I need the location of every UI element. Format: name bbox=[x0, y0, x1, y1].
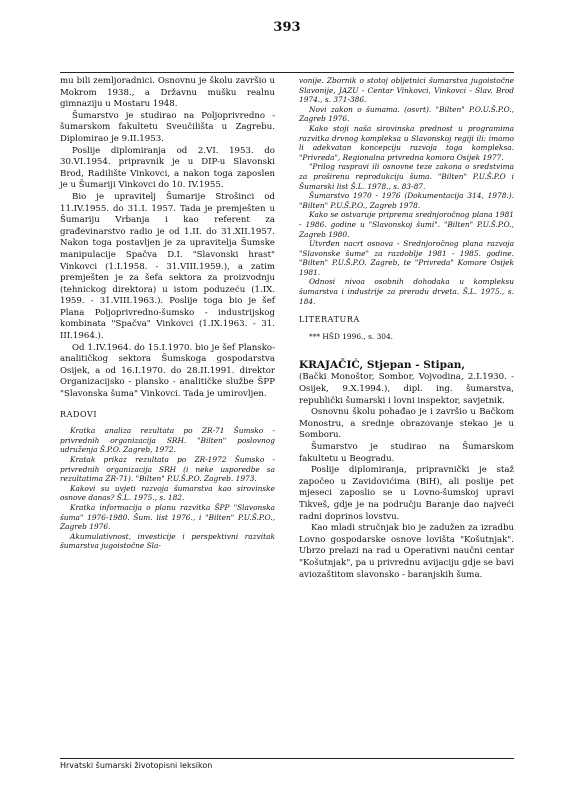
work-item: Kratka informacija o planu razvitka ŠPP "Slavonska šuma" 1976-1980. Šum. list 1976., i "Bilten" P.U.Š.P.O., Zagreb 1976. bbox=[60, 502, 275, 532]
paragraph: Šumarstvo je studirao na Poljoprivredno - šumarskom fakultetu Sveučilišta u Zagrebu. Diplomirao je 9.II.1953. bbox=[60, 110, 275, 144]
page-number: 393 bbox=[273, 20, 301, 35]
work-item: Odnosi nivoa osobnih dohodaka u kompleksu šumarstva i industrije za preradu drveta. Š.L. 1975., s. 184. bbox=[299, 277, 514, 306]
work-item: Kakovi su uvjeti razvoja šumarstva kao sirovinske osnove danas? Š.L. 1975., s. 182. bbox=[60, 483, 275, 503]
literature-item: *** HŠD 1996., s. 304. bbox=[309, 331, 394, 341]
header-rule bbox=[60, 72, 514, 73]
work-item: "Prilog raspravi ili osnovne teze zakona o sredstvima za proširenu reprodukciju šuma. "Bilten" P.U.Š.P.O i Šumarski list Š.L. 1978., s. 83-87. bbox=[299, 162, 514, 191]
work-item: Kratka analiza rezultata po ZR-71 Šumsko - privrednih organizacija SRH. "Bilten" poslovnog udruženja Š.P.O. Zagreb, 1972. bbox=[60, 426, 275, 455]
work-item: Kako se ostvaruje priprema srednjoročnog plana 1981 - 1986. godine u "Slavonskoj šumi". "Bilten" P.U.Š.P.O., Zagreb 1980. bbox=[299, 210, 514, 239]
paragraph: Poslije diplomiranja od 2.VI. 1953. do 30.VI.1954. pripravnik je u DIP-u Slavonski Brod, Radilište Vinkovci, a nakon toga zaposlen je u Šumariji Vinkovci do 10. IV.1955. bbox=[60, 145, 275, 191]
literature-heading: LITERATURA bbox=[299, 315, 360, 325]
left-column bbox=[60, 76, 275, 551]
entry-intro: (Bački Monoštor, Sombor, Vojvodina, 2.I.1930. - Osijek, 9.X.1994.), dipl. ing. šumarstva, republički šumarski i lovni inspektor, savjetnik. bbox=[299, 372, 514, 406]
footer: Hrvatski šumarski životopisni leksikon bbox=[60, 758, 514, 770]
paragraph: mu bili zemljoradnici. Osnovnu je školu završio u Mokrom 1938., a Državnu mušku realnu gimnaziju u Mostaru 1948. bbox=[60, 76, 275, 110]
paragraph: Šumarstvo je studirao na Šumarskom fakultetu u Beogradu. bbox=[299, 442, 514, 464]
paragraph: Kao mladi stručnjak bio je zadužen za izradbu Lovno gospodarske osnove lovišta "Košutnjak". Ubrzo prelazi na rad u Operativni naučni centar "Košutnjak", pa u privrednu avijaciju gdje se bavi aviozaštitom slavonsko - baranjskih šuma. bbox=[299, 523, 514, 580]
work-item: Novi zakon o šumama. (osvrt). "Bilten" P.O.U.Š.P.O., Zagreb 1976. bbox=[299, 104, 514, 124]
right-column bbox=[299, 76, 514, 581]
work-item: Kratak prikaz rezultata po ZR-1972 Šumsko - privrednih organizacija SRH (i neke usporedbe sa rezultatima ZR-71). "Bilten" P.U.Š.P.O. Zagreb. 1973. bbox=[60, 455, 275, 484]
works-list-cont bbox=[299, 76, 514, 306]
paragraph: Poslije diplomiranja, pripravnički je staž započeo u Zavidovićima (BiH), ali poslije pet mjeseci zaposlio se u Lovno-šumskoj upravi Tikveš, gdje je na području Baranje dao najveći radni doprinos lovstvu. bbox=[299, 465, 514, 522]
paragraph: Od 1.IV.1964. do 15.I.1970. bio je šef Plansko-analitičkog sektora Šumskoga gospodarstva Osijek, a od 16.I.1970. do 28.II.1991. direktor Organizacijsko - plansko - analitičke službe ŠPP "Slavonska šuma" Vinkovci. Tada je umirovljen. bbox=[60, 342, 275, 400]
entry-name: KRAJAČIĆ, Stjepan - Stipan, bbox=[299, 359, 466, 372]
paragraph: Osnovnu školu pohađao je i završio u Bačkom Monostru, a srednje obrazovanje stekao je u Somboru. bbox=[299, 407, 514, 441]
work-item: Utvrđen nacrt osnova - Srednjoročnog plana razvoja "Slavonske šume" za razdoblje 1981 - 1985. godine. "Bilten" P.U.Š.P.O. Zagreb, te "Privreda" Komore Osijek 1981. bbox=[299, 239, 514, 277]
work-item: Šumarstvo 1970 - 1976 (Dokumentacija 314, 1978.). "Bilten" P.U.Š.P.O., Zagreb 1978. bbox=[299, 191, 514, 210]
work-item: Kako stoji naša sirovinska prednost u programima razvitka drvnog kompleksa u Slavonskoj regiji ili: imamo li adekvatan koncepciju razvoja toga kompleksa. "Privreda", Regionalna privredna komora Osijek 1977. bbox=[299, 123, 514, 162]
works-heading: RADOVI bbox=[60, 409, 98, 419]
paragraph: Bio je upravitelj Šumarije Strošinci od 11.IV.1955. do 31.I. 1957. Tada je premješten u Šumariju Vrbanja i kao referent za građevinarstvo radio je od 1.II. do 31.XII.1957. Nakon toga postavljen je za upravitelja Šumske manipulacije Spačva D.I. "Slavonski hrast" Vinkovci (1.I.1958. - 31.VIII.1959.), a zatim premješten je za šefa sektora za proizvodnju (tehnickog direktora) u istom poduzeću (1.IX. 1959. - 31.VIII.1963.). Poslije toga bio je šef Plana Poljoprivredno-šumsko - industrijskog kombinata "Spačva" Vinkovci (1.IX.1963. - 31. III.1964.). bbox=[60, 191, 275, 342]
works-list bbox=[60, 426, 275, 551]
work-item: Akumulativnost, investicije i perspektivni razvitak šumarstva jugoistočne Sla- bbox=[60, 531, 275, 551]
work-item: vonije. Zbornik o stotoj obljetnici šumarstva jugoistočne Slavonije, JAZU - Centar Vinkovci, Vinkovci - Slav. Brod 1974., s. 371-386. bbox=[299, 76, 514, 105]
